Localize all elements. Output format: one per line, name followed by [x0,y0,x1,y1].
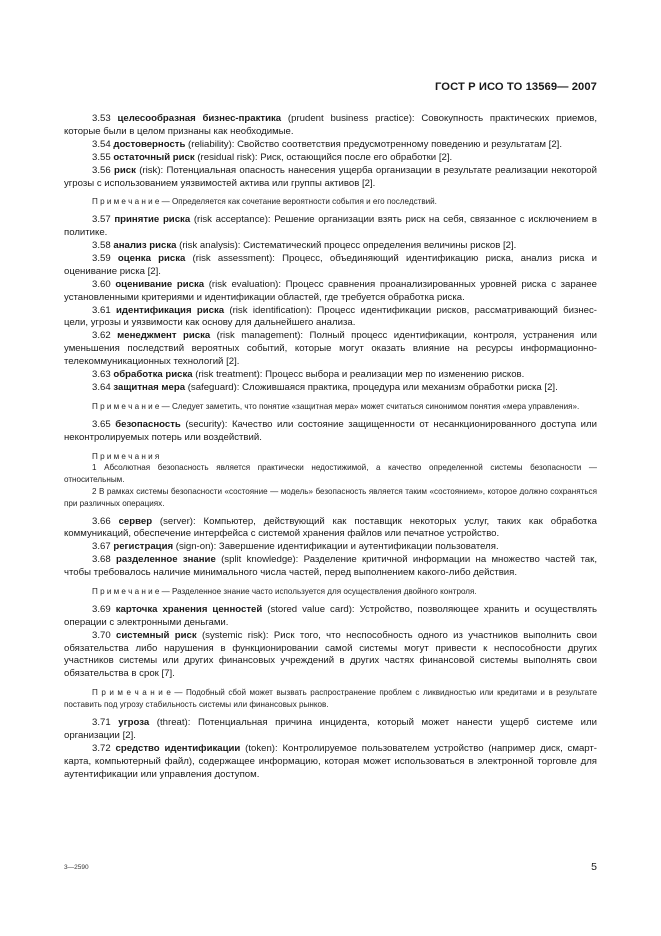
term-entry: 3.63 обработка риска (risk treatment): Процесс выбора и реализации мер по изменению рисков. [92,369,525,381]
term-entry: 3.64 защитная мера (safeguard): Сложившаяся практика, процедура или механизм обработки риска [2]. [92,382,558,394]
term-entry: 3.55 остаточный риск (residual risk): Риск, остающийся после его обработки [2]. [92,151,453,163]
term-entry: 3.67 регистрация (sign-on): Завершение идентификации и аутентификации пользователя. [92,541,499,553]
term-entry: 3.71 угроза (threat): Потенциальная причина инцидента, который может нанести ущерб системе или организации [2]. [64,716,597,741]
print-code: 3—2590 [64,864,89,871]
note: 2 В рамках системы безопасности «состояние — модель» безопасность является таким «состоянием», которое должно сохраняться при различных операциях. [64,486,597,508]
term-entry: 3.72 средство идентификации (token): Контролируемое пользователем устройство (например диск, смарт-карта, компьютерный файл), содержащее информацию, которая может использоваться в электронной торговле для аутентификации или управления доступом. [64,742,597,780]
term-entry: 3.68 разделенное знание (split knowledge): Разделение критичной информации на множество частей так, чтобы требовалось наличие минимального числа частей, перед выполнением какого-либо действия. [64,554,597,579]
document-header: ГОСТ Р ИСО ТО 13569— 2007 [434,81,597,93]
term-entry: 3.69 карточка хранения ценностей (stored value card): Устройство, позволяющее хранить и осуществлять операции с электронными деньгами. [64,603,598,628]
term-entry: 3.61 идентификация риска (risk identification): Процесс идентификации рисков, рассматривающий бизнес-цели, угрозы и уязвимости как основу для дальнейшего анализа. [64,304,597,329]
page-number: 5 [591,861,597,873]
term-entry: 3.57 принятие риска (risk acceptance): Решение организации взять риск на себя, связанное с исключением в политике. [64,214,597,239]
term-entry: 3.56 риск (risk): Потенциальная опасность нанесения ущерба организации в результате реализации некоторой угрозы с использованием уязвимостей актива или группы активов [2]. [64,164,597,189]
note: П р и м е ч а н и е — Определяется как сочетание вероятности события и его последствий. [92,197,437,207]
term-entry: 3.66 сервер (server): Компьютер, действующий как поставщик некоторых услуг, таких как обработка коммуникаций, обеспечение интерфейса с системой хранения файлов или печатное устройство. [64,515,597,540]
note: П р и м е ч а н и е — Подобный сбой может вызвать распространение проблем с ликвидностью или кредитами и в результате поставить под угрозу стабильность системы или финансовых рынков. [64,688,597,710]
notes-heading: П р и м е ч а н и я [92,451,160,461]
term-entry: 3.60 оценивание риска (risk evaluation): Процесс сравнения проанализированных уровней риска с заранее установленными критериями и идентификации областей, где требуется обработка риска. [64,278,597,303]
note: П р и м е ч а н и е — Разделенное знание часто используется для осуществления двойного контроля. [92,587,477,597]
document-body [64,113,597,781]
term-entry: 3.54 достоверность (reliability): Свойство соответствия предусмотренному поведению и результатам [2]. [92,138,562,150]
term-entry: 3.65 безопасность (security): Качество или состояние защищенности от несанкционированного доступа или неконтролируемых потерь или воздействий. [64,418,597,443]
term-entry: 3.62 менеджмент риска (risk management): Полный процесс идентификации, контроля, устранения или уменьшения последствий вероятных событий, которые могут оказать влияние на ресурсы информационно-телекоммуникационных технологий [2]. [64,330,597,368]
term-entry: 3.59 оценка риска (risk assessment): Процесс, объединяющий идентификацию риска, анализ риска и оценивание риска [2]. [64,252,597,277]
note: П р и м е ч а н и е — Следует заметить, что понятие «защитная мера» может считаться синонимом понятия «мера управления». [92,401,580,411]
term-entry: 3.70 системный риск (systemic risk): Риск того, что неспособность одного из участников выполнить свои обязательства либо нарушения в функционировании самой системы могут привести к неспособности других участников системы или других финансовых учреждений в других частях финансовой системы выполнять свои обязательства в срок [7]. [64,629,597,680]
term-entry: 3.58 анализ риска (risk analysis): Систематический процесс определения величины рисков [2]. [92,240,517,252]
term-entry: 3.53 целесообразная бизнес-практика (prudent business practice): Совокупность практических приемов, которые были в целом признаны как необходимые. [64,113,597,137]
note: 1 Абсолютная безопасность является практически недостижимой, а качество определенной системы безопасности — относительным. [64,463,597,485]
